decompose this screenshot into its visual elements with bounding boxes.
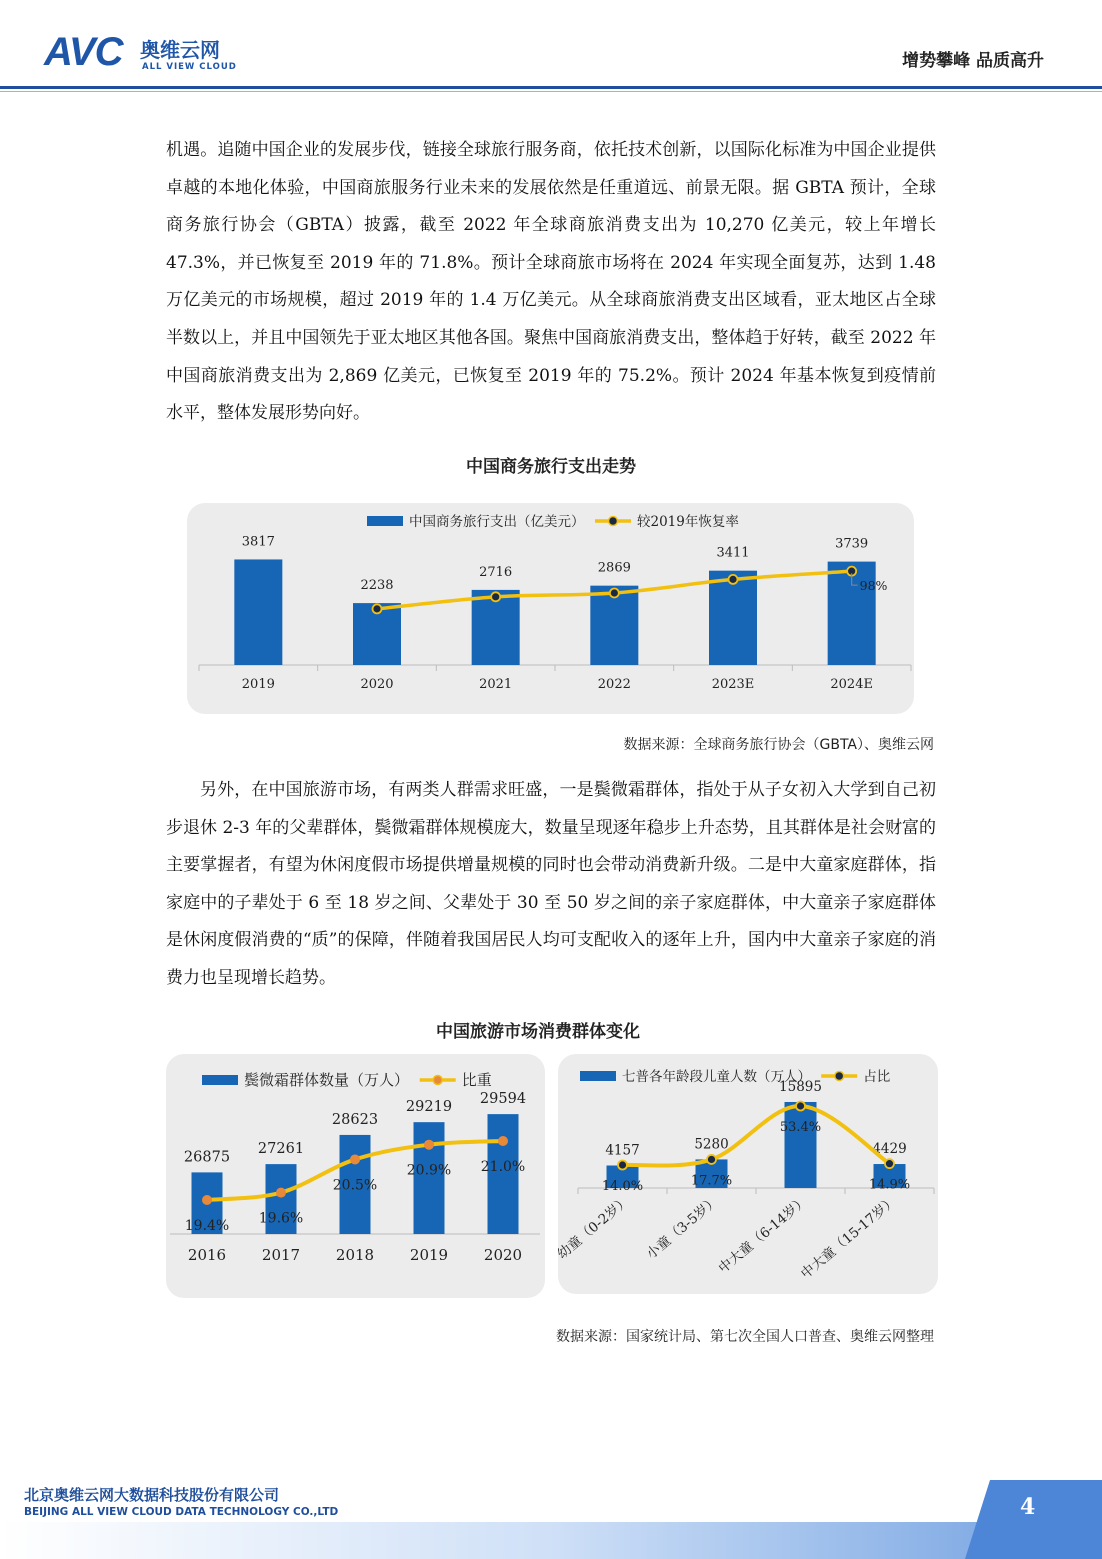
share-point bbox=[885, 1159, 894, 1168]
chart1-source: 数据来源：全球商务旅行协会（GBTA）、奥维云网 bbox=[623, 737, 934, 753]
legend-line-label: 比重 bbox=[461, 1071, 492, 1089]
logo-mark: AVC bbox=[44, 30, 123, 74]
legend-line-marker bbox=[835, 1072, 844, 1081]
x-tick-label: 中大童（6-14岁） bbox=[715, 1192, 812, 1277]
x-tick-label: 2022 bbox=[597, 677, 631, 692]
share-label: 21.0% bbox=[480, 1159, 526, 1175]
chart2-title: 中国旅游市场消费群体变化 bbox=[436, 1022, 640, 1042]
header-divider-thin bbox=[0, 91, 1102, 92]
body-paragraph-1: 机遇。追随中国企业的发展步伐，链接全球旅行服务商，依托技术创新，以国际化标准为中国企业提供卓越的本地化体验，中国商旅服务行业未来的发展依然是任重道远、前景无限。据 GBTA 预计，全球商务旅行协会（GBTA）披露，截至 2022 年全球商旅消费支出为 10,270 亿美元，较上年增长 47.3%，并已恢复至 2019 年的 71.8%。预计全球商旅市场将在 2024 年实现全面复苏，达到 1.48 万亿美元的市场规模，超过 2019 年的 1.4 万亿美元。从全球商旅消费支出区域看，亚太地区占全球半数以上，并且中国领先于亚太地区其他各国。聚焦中国商旅消费支出，整体趋于好转，截至 2022 年中国商旅消费支出为 2,869 亿美元，已恢复至 2019 年的 75.2%。预计 2024 年基本恢复到疫情前水平，整体发展形势向好。 bbox=[166, 140, 936, 424]
x-tick-label: 2018 bbox=[335, 1246, 375, 1264]
chart2b-svg bbox=[558, 1054, 938, 1294]
chart2b-panel bbox=[558, 1054, 938, 1294]
x-tick-label: 2021 bbox=[479, 677, 513, 692]
share-point bbox=[796, 1102, 805, 1111]
bar-value-label: 5280 bbox=[694, 1136, 729, 1153]
x-tick-label: 2017 bbox=[261, 1246, 301, 1264]
legend-line-label: 较2019年恢复率 bbox=[636, 514, 739, 530]
legend-bar-swatch bbox=[580, 1071, 616, 1081]
x-tick-label: 小童（3-5岁） bbox=[643, 1192, 723, 1263]
share-point bbox=[424, 1140, 434, 1150]
bar-value-label: 2238 bbox=[360, 578, 394, 594]
share-line bbox=[623, 1106, 890, 1166]
x-tick-label: 2019 bbox=[409, 1246, 449, 1264]
share-point bbox=[276, 1188, 286, 1198]
bar-value-label: 3739 bbox=[835, 536, 869, 552]
x-tick-label: 2020 bbox=[483, 1246, 523, 1264]
legend-line-marker bbox=[608, 517, 617, 526]
footer-company-cn: 北京奥维云网大数据科技股份有限公司 bbox=[24, 1486, 280, 1504]
bar-value-label: 2869 bbox=[597, 560, 631, 576]
bar-value-label: 27261 bbox=[257, 1141, 305, 1158]
share-label: 20.9% bbox=[406, 1162, 452, 1179]
x-tick-label: 幼童（0-2岁） bbox=[558, 1192, 634, 1263]
bar-3 bbox=[785, 1102, 817, 1188]
recovery-rate-point bbox=[610, 588, 619, 597]
chart1-svg bbox=[187, 503, 914, 714]
legend-line-marker bbox=[433, 1076, 442, 1085]
x-tick-label: 2016 bbox=[187, 1246, 227, 1264]
bar-value-label: 29219 bbox=[405, 1099, 453, 1116]
chart1-panel bbox=[187, 503, 914, 714]
recovery-rate-point bbox=[373, 604, 382, 613]
share-point bbox=[707, 1155, 716, 1164]
legend-line-label: 占比 bbox=[863, 1069, 891, 1085]
x-tick-label: 2019 bbox=[241, 677, 275, 692]
logo-english-name: ALL VIEW CLOUD bbox=[142, 62, 237, 72]
legend-bar-label: 中国商务旅行支出（亿美元） bbox=[409, 514, 585, 530]
page-header bbox=[0, 0, 1102, 92]
share-label: 14.0% bbox=[601, 1179, 644, 1194]
share-label: 14.9% bbox=[868, 1177, 911, 1193]
bar-value-label: 28623 bbox=[331, 1111, 379, 1128]
x-tick-label: 2020 bbox=[360, 677, 394, 692]
legend-bar-swatch bbox=[202, 1075, 238, 1085]
body-paragraph-2: 另外，在中国旅游市场，有两类人群需求旺盛，一是鬓微霜群体，指处于从子女初入大学到自己初步退休 2-3 年的父辈群体，鬓微霜群体规模庞大，数量呈现逐年稳步上升态势，且其群体是社会财富的主要掌握者，有望为休闲度假市场提供增量规模的同时也会带动消费新升级。二是中大童家庭群体，指家庭中的子辈处于 6 至 18 岁之间、父辈处于 30 至 50 岁之间的亲子家庭群体，中大童亲子家庭群体是休闲度假消费的“质”的保障，伴随着我国居民人均可支配收入的逐年上升，国内中大童亲子家庭的消费力也呈现增长趋势。 bbox=[166, 780, 936, 988]
page-number: 4 bbox=[1020, 1494, 1036, 1520]
logo-chinese-name: 奥维云网 bbox=[140, 38, 220, 62]
header-divider bbox=[0, 86, 1102, 89]
legend-bar-swatch bbox=[367, 516, 403, 526]
legend-bar-label: 七普各年龄段儿童人数（万人） bbox=[622, 1069, 811, 1085]
legend-bar-label: 鬓微霜群体数量（万人） bbox=[244, 1071, 410, 1089]
chart2a-svg bbox=[166, 1054, 545, 1298]
share-label: 53.4% bbox=[779, 1120, 822, 1135]
bar-value-label: 4157 bbox=[605, 1142, 640, 1159]
x-tick-label: 中大童（15-17岁） bbox=[797, 1192, 901, 1283]
share-point bbox=[618, 1161, 627, 1170]
header-slogan: 增势攀峰 品质高升 bbox=[902, 51, 1044, 71]
bar-2019 bbox=[234, 559, 282, 665]
bar-value-label: 2716 bbox=[479, 564, 513, 580]
share-label: 17.7% bbox=[690, 1173, 733, 1189]
bar-value-label: 26875 bbox=[183, 1149, 231, 1166]
bar-2023E bbox=[709, 571, 757, 665]
footer-company-en: BEIJING ALL VIEW CLOUD DATA TECHNOLOGY CO.,LTD bbox=[24, 1506, 339, 1518]
bar-value-label: 3817 bbox=[241, 534, 275, 550]
bar-value-label: 4429 bbox=[872, 1141, 907, 1158]
recovery-rate-point bbox=[729, 575, 738, 584]
chart2a-panel bbox=[166, 1054, 545, 1298]
bar-value-label: 29594 bbox=[479, 1091, 527, 1108]
chart2-source: 数据来源：国家统计局、第七次全国人口普查、奥维云网整理 bbox=[556, 1329, 934, 1345]
share-point bbox=[202, 1195, 212, 1205]
share-label: 19.4% bbox=[184, 1218, 230, 1234]
share-label: 20.5% bbox=[332, 1177, 378, 1194]
x-tick-label: 2023E bbox=[711, 677, 755, 692]
share-point bbox=[498, 1136, 508, 1146]
recovery-rate-label: 98% bbox=[859, 578, 888, 594]
bar-value-label: 3411 bbox=[716, 545, 750, 561]
footer-gradient-strip bbox=[0, 1522, 1102, 1559]
x-tick-label: 2024E bbox=[830, 677, 873, 692]
recovery-rate-point bbox=[491, 592, 500, 601]
share-label: 19.6% bbox=[258, 1210, 304, 1227]
chart1-title: 中国商务旅行支出走势 bbox=[466, 457, 636, 477]
bar-value-label: 15895 bbox=[779, 1078, 822, 1095]
share-point bbox=[350, 1154, 360, 1164]
